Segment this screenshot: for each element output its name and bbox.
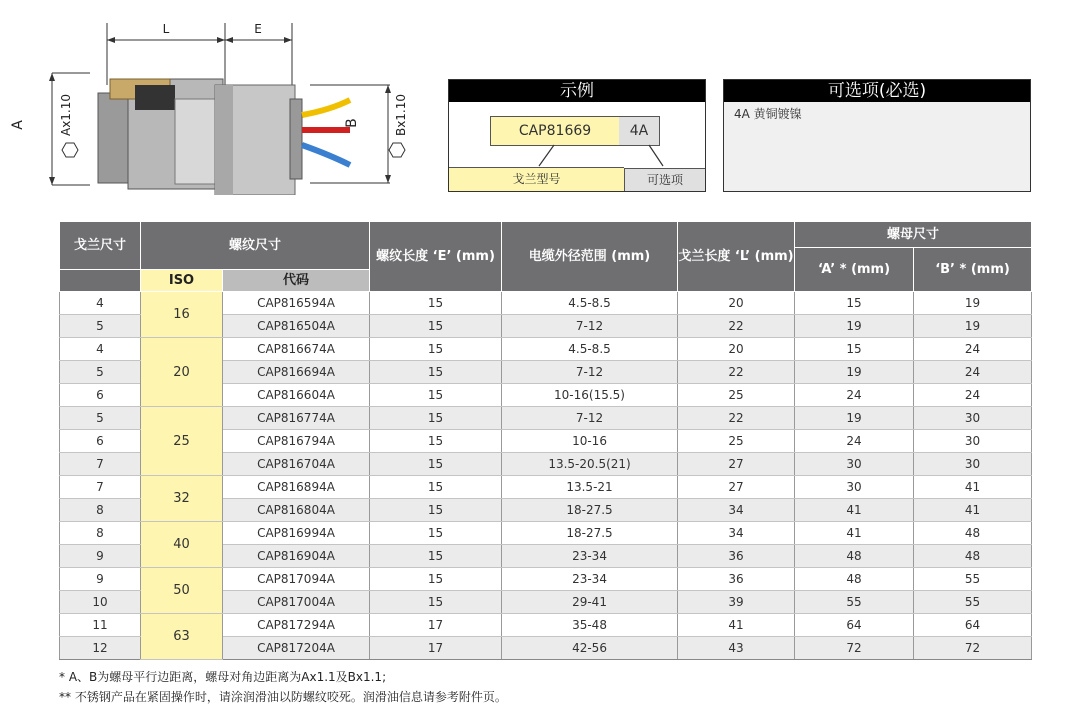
cell-nut-b: 24 xyxy=(914,384,1032,407)
cell-thread-length: 15 xyxy=(370,384,502,407)
cell-flange-length: 27 xyxy=(678,476,795,499)
spec-table xyxy=(59,221,1032,660)
hexagon-icon xyxy=(62,143,78,157)
cell-code: CAP816594A xyxy=(223,292,370,315)
cell-iso: 40 xyxy=(141,522,223,568)
dim-a-label: A xyxy=(10,120,26,130)
cell-nut-a: 24 xyxy=(795,430,914,453)
cell-flange-size: 11 xyxy=(60,614,141,637)
cell-nut-a: 41 xyxy=(795,499,914,522)
cell-cable-range: 7-12 xyxy=(502,315,678,338)
cell-flange-size: 5 xyxy=(60,407,141,430)
cell-code: CAP816894A xyxy=(223,476,370,499)
cell-flange-size: 10 xyxy=(60,591,141,614)
cell-nut-b: 41 xyxy=(914,476,1032,499)
table-row xyxy=(60,338,1032,361)
cell-nut-b: 72 xyxy=(914,637,1032,660)
cell-nut-b: 55 xyxy=(914,568,1032,591)
cell-flange-length: 25 xyxy=(678,430,795,453)
cell-cable-range: 4.5-8.5 xyxy=(502,338,678,361)
cell-code: CAP816674A xyxy=(223,338,370,361)
cell-nut-a: 30 xyxy=(795,453,914,476)
header-thread-size: 螺纹尺寸 xyxy=(141,222,370,270)
cell-nut-a: 19 xyxy=(795,407,914,430)
cell-flange-length: 22 xyxy=(678,315,795,338)
cell-thread-length: 15 xyxy=(370,545,502,568)
cell-nut-a: 41 xyxy=(795,522,914,545)
cell-flange-length: 20 xyxy=(678,292,795,315)
cell-iso: 20 xyxy=(141,338,223,407)
cell-code: CAP817294A xyxy=(223,614,370,637)
cell-cable-range: 13.5-20.5(21) xyxy=(502,453,678,476)
hexagon-icon xyxy=(389,143,405,157)
cell-code: CAP816504A xyxy=(223,315,370,338)
cell-thread-length: 17 xyxy=(370,637,502,660)
cell-cable-range: 18-27.5 xyxy=(502,499,678,522)
cell-cable-range: 4.5-8.5 xyxy=(502,292,678,315)
cell-flange-size: 4 xyxy=(60,292,141,315)
cell-nut-b: 24 xyxy=(914,361,1032,384)
cell-code: CAP817204A xyxy=(223,637,370,660)
cell-flange-length: 36 xyxy=(678,545,795,568)
cell-iso: 32 xyxy=(141,476,223,522)
cell-cable-range: 7-12 xyxy=(502,361,678,384)
cell-code: CAP816774A xyxy=(223,407,370,430)
cell-nut-a: 19 xyxy=(795,361,914,384)
cell-nut-a: 48 xyxy=(795,568,914,591)
cell-flange-size: 5 xyxy=(60,315,141,338)
cell-flange-length: 34 xyxy=(678,499,795,522)
cell-nut-a: 30 xyxy=(795,476,914,499)
cell-flange-length: 22 xyxy=(678,361,795,384)
cell-iso: 63 xyxy=(141,614,223,660)
example-code: CAP81669 xyxy=(490,116,620,146)
header-flange-size: 戈兰尺寸 xyxy=(60,222,141,270)
cell-flange-length: 36 xyxy=(678,568,795,591)
header-cable-range: 电缆外径范围 (mm) xyxy=(502,222,678,292)
table-row xyxy=(60,522,1032,545)
dim-b-label: B xyxy=(344,118,360,128)
cell-nut-b: 30 xyxy=(914,407,1032,430)
cell-nut-a: 15 xyxy=(795,292,914,315)
cell-flange-size: 7 xyxy=(60,453,141,476)
cell-iso: 16 xyxy=(141,292,223,338)
cell-thread-length: 15 xyxy=(370,568,502,591)
cell-cable-range: 18-27.5 xyxy=(502,522,678,545)
header-iso: ISO xyxy=(141,270,223,292)
options-title: 可选项(必选) xyxy=(724,80,1030,102)
cell-flange-size: 9 xyxy=(60,568,141,591)
cell-flange-size: 9 xyxy=(60,545,141,568)
cell-cable-range: 13.5-21 xyxy=(502,476,678,499)
header-thread-length: 螺纹长度 ‘E’ (mm) xyxy=(370,222,502,292)
cell-thread-length: 15 xyxy=(370,522,502,545)
cell-nut-b: 41 xyxy=(914,499,1032,522)
cell-code: CAP816604A xyxy=(223,384,370,407)
cell-nut-a: 19 xyxy=(795,315,914,338)
cell-code: CAP817004A xyxy=(223,591,370,614)
cell-nut-a: 48 xyxy=(795,545,914,568)
cell-thread-length: 15 xyxy=(370,338,502,361)
cell-flange-length: 41 xyxy=(678,614,795,637)
cell-cable-range: 23-34 xyxy=(502,545,678,568)
header-nut-size: 螺母尺寸 xyxy=(795,222,1032,248)
cell-flange-size: 5 xyxy=(60,361,141,384)
cell-cable-range: 10-16 xyxy=(502,430,678,453)
cell-thread-length: 15 xyxy=(370,476,502,499)
cell-nut-a: 72 xyxy=(795,637,914,660)
cell-nut-a: 64 xyxy=(795,614,914,637)
cell-flange-size: 6 xyxy=(60,430,141,453)
cell-flange-size: 8 xyxy=(60,499,141,522)
cell-flange-size: 12 xyxy=(60,637,141,660)
cell-thread-length: 15 xyxy=(370,591,502,614)
cell-cable-range: 10-16(15.5) xyxy=(502,384,678,407)
header-nut-a: ‘A’ * (mm) xyxy=(795,248,914,292)
cell-nut-b: 48 xyxy=(914,522,1032,545)
cell-code: CAP816794A xyxy=(223,430,370,453)
footnote-1: * A、B为螺母平行边距离，螺母对角边距离为Ax1.1及Bx1.1; xyxy=(59,670,387,684)
cell-flange-size: 7 xyxy=(60,476,141,499)
table-row xyxy=(60,614,1032,637)
cell-thread-length: 15 xyxy=(370,361,502,384)
cell-code: CAP816994A xyxy=(223,522,370,545)
dim-l-label: L xyxy=(162,22,170,36)
cell-flange-length: 25 xyxy=(678,384,795,407)
options-panel xyxy=(723,79,1031,192)
cell-thread-length: 15 xyxy=(370,499,502,522)
cell-cable-range: 35-48 xyxy=(502,614,678,637)
header-flange-length: 戈兰长度 ‘L’ (mm) xyxy=(678,222,795,292)
cell-nut-b: 48 xyxy=(914,545,1032,568)
cell-cable-range: 7-12 xyxy=(502,407,678,430)
cell-flange-length: 27 xyxy=(678,453,795,476)
options-text: 4A 黄铜镀镍 xyxy=(734,107,802,121)
cell-code: CAP816904A xyxy=(223,545,370,568)
cell-thread-length: 15 xyxy=(370,430,502,453)
dim-ax-label: Ax1.10 xyxy=(59,93,73,137)
table-row xyxy=(60,568,1032,591)
cell-iso: 50 xyxy=(141,568,223,614)
example-option: 4A xyxy=(619,116,660,146)
table-row xyxy=(60,476,1032,499)
cell-thread-length: 15 xyxy=(370,292,502,315)
cell-flange-size: 4 xyxy=(60,338,141,361)
cell-nut-a: 24 xyxy=(795,384,914,407)
cell-thread-length: 17 xyxy=(370,614,502,637)
cell-nut-a: 15 xyxy=(795,338,914,361)
footnote-2: ** 不锈钢产品在紧固操作时，请涂润滑油以防螺纹咬死。润滑油信息请参考附件页。 xyxy=(59,690,507,704)
cell-flange-length: 43 xyxy=(678,637,795,660)
cell-code: CAP817094A xyxy=(223,568,370,591)
cable-gland-drawing xyxy=(10,15,435,195)
cell-nut-a: 55 xyxy=(795,591,914,614)
example-title: 示例 xyxy=(449,80,705,102)
cell-cable-range: 42-56 xyxy=(502,637,678,660)
cell-code: CAP816804A xyxy=(223,499,370,522)
cell-nut-b: 19 xyxy=(914,315,1032,338)
cell-flange-length: 20 xyxy=(678,338,795,361)
header-flange-size-spacer xyxy=(60,270,141,292)
cell-thread-length: 15 xyxy=(370,453,502,476)
cell-code: CAP816694A xyxy=(223,361,370,384)
table-row xyxy=(60,407,1032,430)
dim-e-label: E xyxy=(254,22,262,36)
cell-thread-length: 15 xyxy=(370,315,502,338)
header-nut-b: ‘B’ * (mm) xyxy=(914,248,1032,292)
footnotes xyxy=(59,667,507,707)
cell-flange-length: 22 xyxy=(678,407,795,430)
cell-nut-b: 30 xyxy=(914,453,1032,476)
cell-flange-size: 8 xyxy=(60,522,141,545)
example-panel xyxy=(448,79,706,192)
header-code: 代码 xyxy=(223,270,370,292)
cell-code: CAP816704A xyxy=(223,453,370,476)
cell-flange-length: 34 xyxy=(678,522,795,545)
cell-flange-size: 6 xyxy=(60,384,141,407)
cell-nut-b: 30 xyxy=(914,430,1032,453)
cell-thread-length: 15 xyxy=(370,407,502,430)
example-label-code: 戈兰型号 xyxy=(449,167,624,191)
dim-bx-label: Bx1.10 xyxy=(394,93,408,137)
cell-nut-b: 19 xyxy=(914,292,1032,315)
table-row xyxy=(60,292,1032,315)
spec-table-body xyxy=(60,292,1032,660)
cell-cable-range: 23-34 xyxy=(502,568,678,591)
cell-nut-b: 55 xyxy=(914,591,1032,614)
cell-nut-b: 64 xyxy=(914,614,1032,637)
cell-nut-b: 24 xyxy=(914,338,1032,361)
example-label-option: 可选项 xyxy=(624,168,705,191)
cell-flange-length: 39 xyxy=(678,591,795,614)
cell-cable-range: 29-41 xyxy=(502,591,678,614)
cell-iso: 25 xyxy=(141,407,223,476)
